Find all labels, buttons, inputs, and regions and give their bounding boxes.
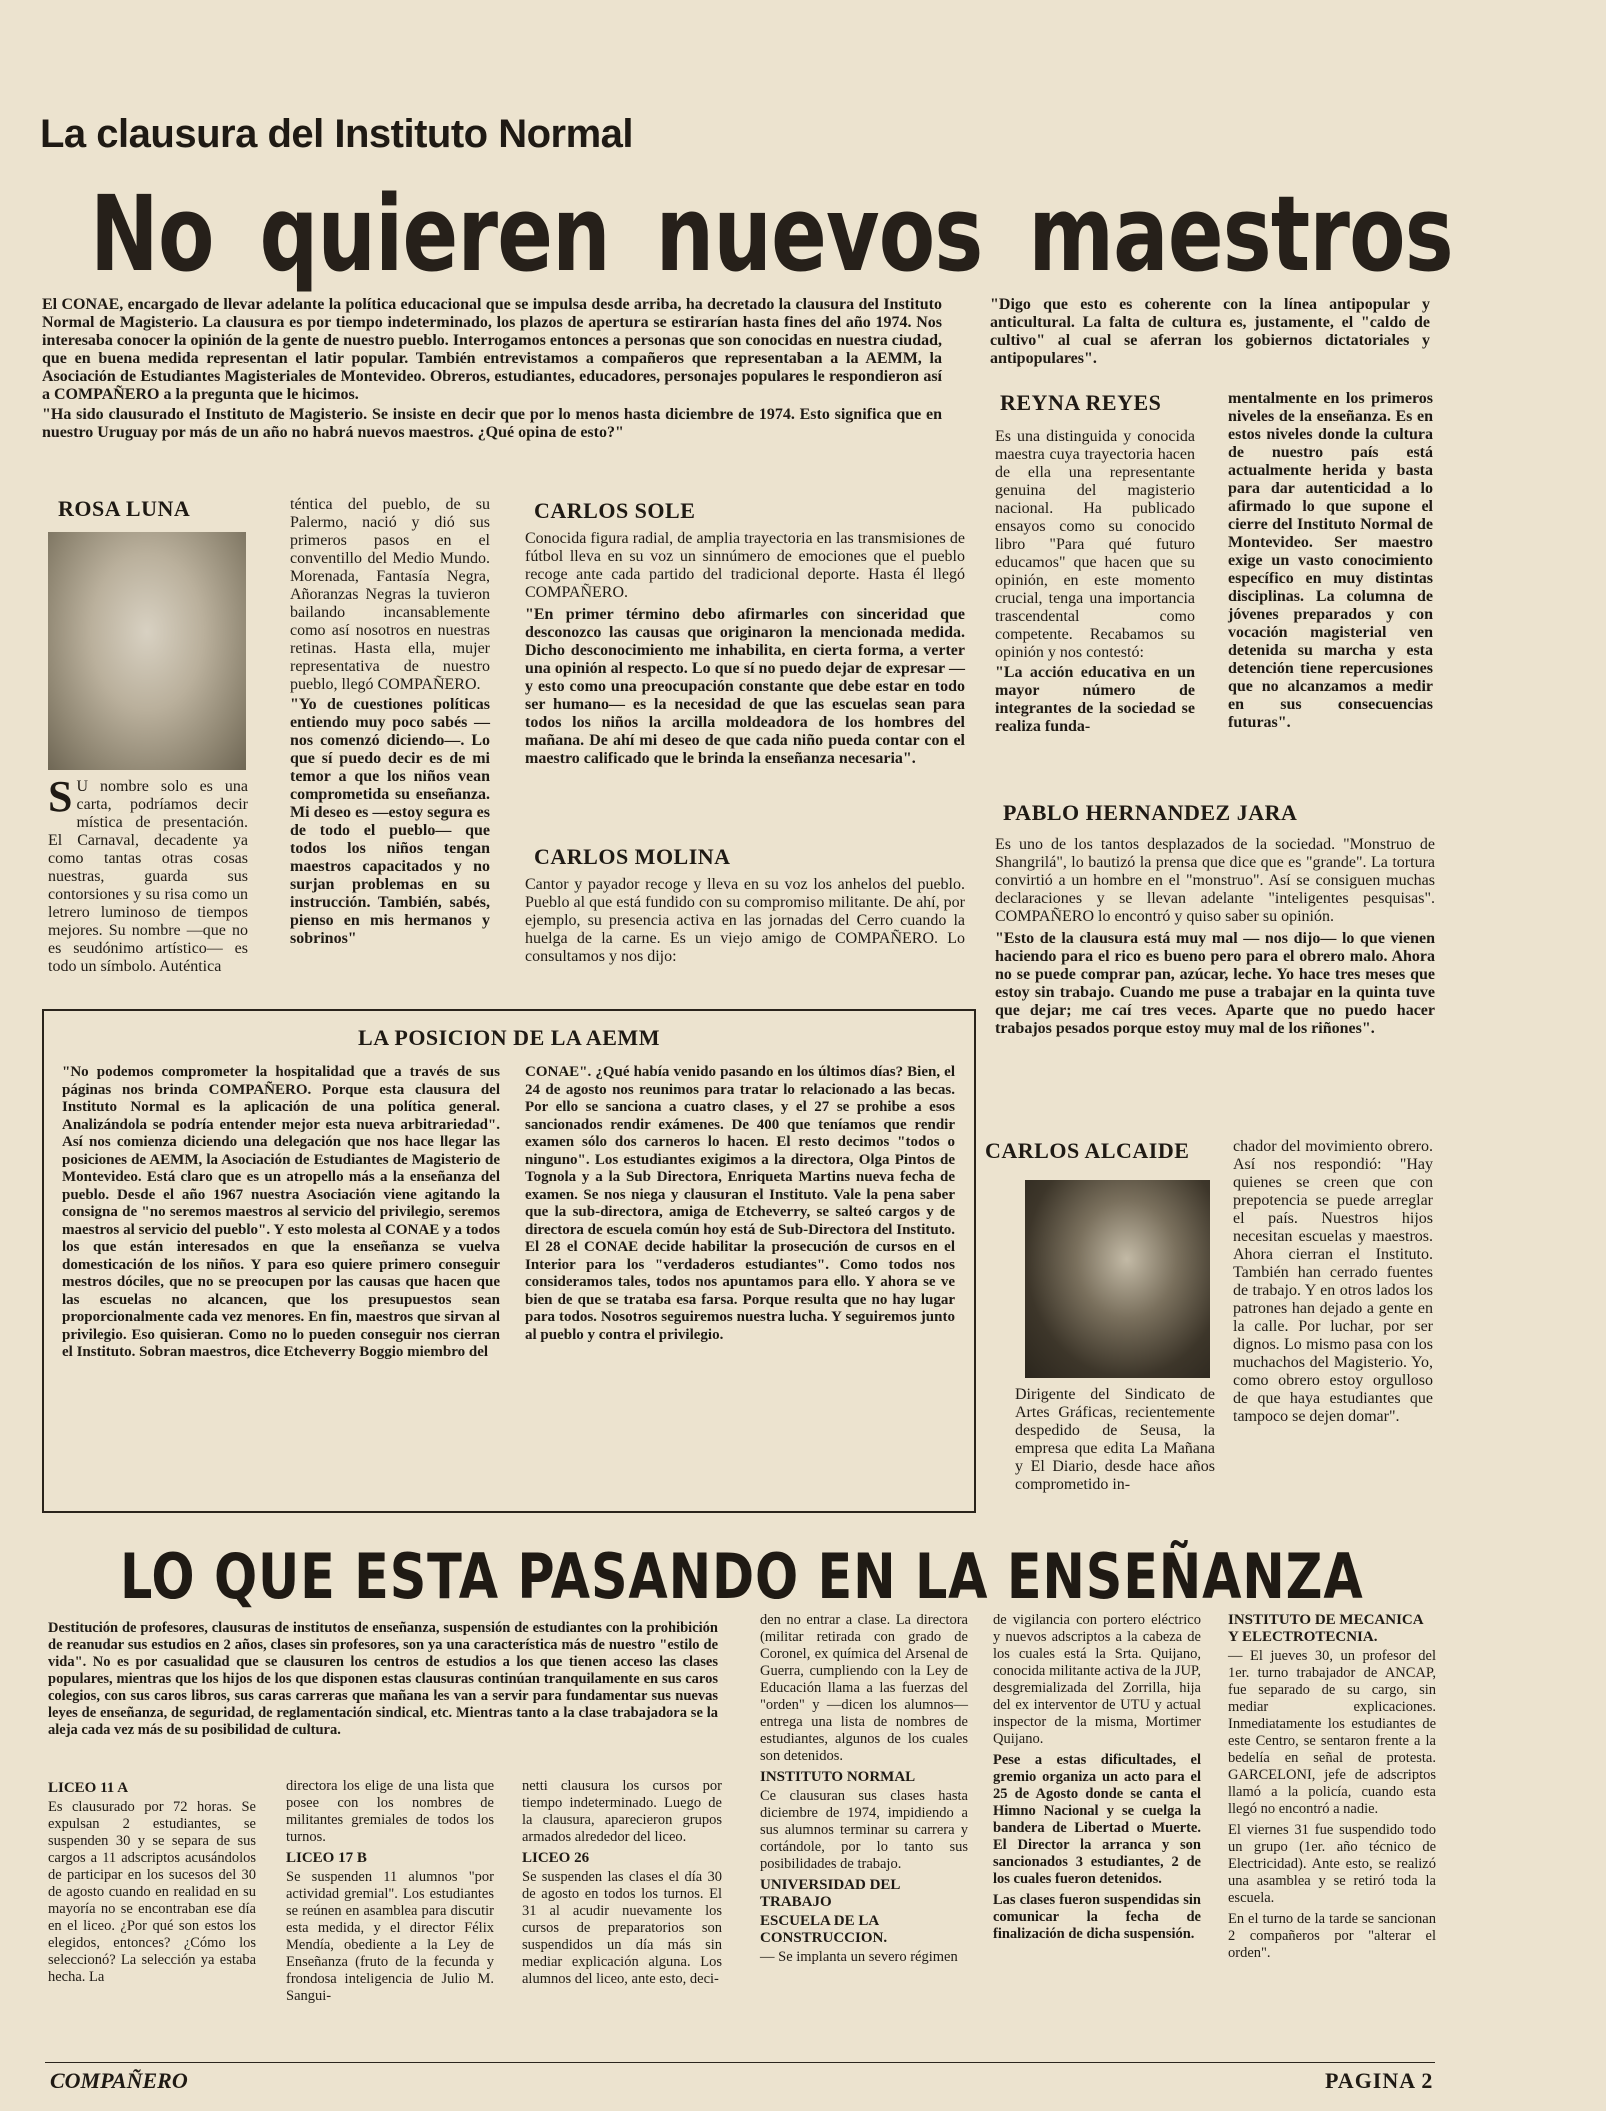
mecanica-head: INSTITUTO DE MECANICA Y ELECTROTECNIA. (1228, 1612, 1423, 1645)
aemm-col1 (62, 1064, 500, 1362)
rosa-luna-text-1: U nombre solo es una carta, podríamos decir mística de presentación. El Carnaval, decadente ya como tantas otras cosas nuestras, guarda sus contorsiones y su risa como un letrero luminoso de tiempos mejores. Su nombre —que no es seudónimo artístico— es todo un símbolo. Auténtica (48, 778, 248, 975)
reyna-reyes-quote-1: "La acción educativa en un mayor número de integrantes de la sociedad se realiza funda- (995, 664, 1195, 735)
carlos-alcaide-name: CARLOS ALCAIDE (985, 1138, 1190, 1163)
pablo-name: PABLO HERNANDEZ JARA (1003, 800, 1298, 825)
liceo-26-head: LICEO 26 (522, 1850, 590, 1866)
article-lead: El CONAE, encargado de llevar adelante la política educacional que se impulsa desde arriba, ha decretado la clausura del Instituto Normal de Magisterio. La clausura es por tiempo indeterminado, los plazos de apertura se estirarían hasta fines del año 1974. Nos interesaba conocer la opinión de la gente de nuestro pueblo. Interrogamos entonces a personas que son conocidas en nuestra ciudad, que en buena medida representan el latir popular. También entrevistamos a compañeros que representaban a la AEMM, la Asociación de Estudiantes Magisteriales de Montevideo. Obreros, estudiantes, educadores, personajes populares le respondieron así a COMPAÑERO a la pregunta que le hicimos. (42, 296, 942, 403)
ensenanza-col4 (760, 1612, 968, 1966)
ensenanza-col1 (48, 1776, 256, 1986)
footer-paper-name: COMPAÑERO (50, 2068, 188, 2093)
carlos-alcaide-text-block (1233, 1138, 1433, 1426)
article-headline (90, 173, 1453, 295)
carlos-molina-name: CARLOS MOLINA (534, 844, 731, 869)
construccion-suspension: Las clases fueron suspendidas sin comunicar la fecha de finalización de dicha suspensión. (993, 1892, 1201, 1942)
reyna-reyes-col2 (1228, 390, 1433, 732)
ensenanza-col5 (993, 1612, 1201, 1943)
rosa-luna-photo (48, 532, 246, 770)
carlos-alcaide-photo (1025, 1180, 1210, 1378)
footer-rule (45, 2062, 1435, 2063)
liceo-17b-cont: netti clausura los cursos por tiempo indeterminado. Luego de la clausura, aparecieron grupos armados alrededor del liceo. (522, 1778, 722, 1845)
rosa-luna-col2 (290, 496, 490, 948)
article-lead-block (42, 296, 942, 442)
pablo-quote: "Esto de la clausura está muy mal — nos dijo— lo que vienen haciendo para el rico es bueno pero para el obrero malo. Ahora no se puede comprar pan, azúcar, leche. Yo hace tres meses que estoy sin trabajo. Cuando me puse a trabajar en la quinta tuve que dejar; me caí tres veces. Aparte que no puedo hacer trabajos pesados porque estoy muy mal de los riñones". (995, 930, 1435, 1037)
instituto-normal-head: INSTITUTO NORMAL (760, 1769, 916, 1785)
construccion-acto: Pese a estas dificultades, el gremio organiza un acto para el 25 de Agosto donde se canta el Himno Nacional y se cuelga la bandera de Libertad o Muerte. El Director la arranca y son sancionados 3 estudiantes, 2 de los cuales fueron detenidos. (993, 1752, 1201, 1887)
aemm-text-2: CONAE". ¿Qué había venido pasando en los últimos días? Bien, el 24 de agosto nos reunimos para tratar lo relacionado a las becas. Por ello se sanciona a cuatro clases, y el 27 se prohibe a esos sancionados rendir exámenes. De 400 que teníamos que rendir examen sólo dos carneros lo hacen. El resto decimos "todos o ninguno". Los estudiantes exigimos a la directora, Olga Pintos de Tognola y a la Sub Directora, Enriqueta Martins nueva fecha de examen. Se nos niega y clausuran el Instituto. Vale la pena saber que la sub-directora, amiga de Etcheverry, se salteó cargos y de directora de escuela común hoy está de Sub-Directora del Instituto. El 28 el CONAE decide habilitar la prosecución de cursos en el Interior para los "verdaderos estudiantes". Como todos nos consideramos tales, todos nos apuntamos para ello. Y ahora se ve bien de que se trataba esa farsa. Porque resulta que no hay lugar para todos. Nosotros seguiremos nuestra lucha. Y seguiremos junto al pueblo y contra el privilegio. (525, 1064, 955, 1343)
liceo-17b-text: Se suspenden 11 alumnos "por actividad gremial". Los estudiantes se reúnen en asamblea para discutir esta medida, y el director Félix Mendía, obediente a la Ley de Enseñanza (fruto de la fecunda y frondosa inteligencia de Julio M. Sangui- (286, 1869, 494, 2004)
pablo-block (995, 836, 1435, 1038)
ensenanza-intro-block (48, 1620, 718, 1739)
ensenanza-intro: Destitución de profesores, clausuras de institutos de enseñanza, suspensión de estudiantes con la prohibición de reanudar sus estudios en 2 años, clases sin profesores, son ya una característica más de nuestro "estilo de vida". No es por casualidad que se clausuren los centros de estudios a los que tienen acceso las clases populares, mientras que los hijos de los que disponen estas clausuras continúan tranquilamente en sus caros colegios, con sus caros libros, sus caras carreras que mañana les van a servir para fundamentar sus nuevas leyes de enseñanza, de seguridad, de reglamentación sindical, etc. Mientras tanto a la clase trabajadora se la aleja cada vez más de su posibilidad de cultura. (48, 1620, 718, 1738)
carlos-alcaide-caption-block (1015, 1386, 1215, 1494)
top-right-quote-block (990, 296, 1430, 368)
utu-head: UNIVERSIDAD DEL TRABAJO (760, 1877, 900, 1910)
top-right-quote: "Digo que esto es coherente con la línea antipopular y anticultural. La falta de cultura es, justamente, el "caldo de cultivo" al cual se aferran los gobiernos dictatoriales y antipopulares". (990, 296, 1430, 367)
mecanica-text-1: — El jueves 30, un profesor del 1er. turno trabajador de ANCAP, fue separado de su cargo, sin mediar explicaciones. Inmediatamente los estudiantes de este Centro, se sentaron frente a la bedelía en señal de protesta. GARCELONI, jefe de adscriptos llamó a la policía, cuando esta llegó no encontró a nadie. (1228, 1648, 1436, 1817)
article-kicker: La clausura del Instituto Normal (40, 112, 634, 156)
carlos-sole-name: CARLOS SOLE (534, 498, 696, 523)
aemm-col2 (525, 1064, 955, 1344)
ensenanza-col3 (522, 1778, 722, 1988)
liceo-11a-cont: directora los elige de una lista que posee con los nombres de militantes gremiales de todos los turnos. (286, 1778, 494, 1845)
footer-page-number: PAGINA 2 (1325, 2068, 1434, 2093)
liceo-26-cont: den no entrar a clase. La directora (militar retirada con grado de Coronel, ex química del Arsenal de Guerra, cumpliendo con la Ley de Educación llama a las fuerzas del "orden" y —dicen los alumnos— entrega una lista de nombres de estudiantes, algunos de los cuales son detenidos. (760, 1612, 968, 1764)
reyna-reyes-col1 (995, 428, 1195, 736)
escuela-construccion-head: ESCUELA DE LA CONSTRUCCION. (760, 1913, 888, 1946)
ensenanza-col2 (286, 1778, 494, 2005)
aemm-title: LA POSICION DE LA AEMM (358, 1025, 660, 1050)
aemm-text-1: "No podemos comprometer la hospitalidad que a través de sus páginas nos brinda COMPAÑERO. Porque esta clausura del Instituto Normal es la aplicación de una política general. Analizándola se podría entender mejor esta nueva arbitrariedad". Así nos comienza diciendo una delegación que nos hace llegar las posiciones de AEMM, la Asociación de Estudiantes de Magisterio de Montevideo. Está claro que es un atropello más a la enseñanza del pueblo. Desde el año 1967 nuestra Asociación viene agitando la consigna de "no seremos maestros al servicio del privilegio, seremos maestros al servicio del pueblo". Y esto molesta al CONAE y a todos los que están interesados en que la enseñanza se vuelva domesticación de los niños. Y para eso quiere primero conseguir mestros dóciles, que no se preocupen por las causas que hacen que las escuelas no alcancen, que los presupuestos sean proporcionalmente cada vez menores. En fin, maestros que sirvan al privilegio. Eso quisieran. Como no lo pueden conseguir nos cierran el Instituto. Sobran maestros, dice Etcheverry Boggio miembro del (62, 1064, 500, 1360)
liceo-26-text: Se suspenden las clases el día 30 de agosto en todos los turnos. El 31 al acudir nuevamente los cursos de preparatorios son suspendidos un día más sin mediar explicación alguna. Los alumnos del liceo, ante esto, deci- (522, 1869, 722, 1987)
ensenanza-headline: LO QUE ESTA PASANDO EN LA ENSEÑANZA (120, 1540, 1364, 1613)
rosa-luna-col1 (48, 772, 248, 976)
reyna-reyes-name: REYNA REYES (1000, 390, 1162, 415)
construccion-cont: de vigilancia con portero eléctrico y nuevos adscriptos a la cabeza de los cuales está la Srta. Quijano, conocida militante activa de la JUP, desgremializada del Zorrilla, hija del ex interventor de UTU y actual inspector de la misma, Mortimer Quijano. (993, 1612, 1201, 1747)
reyna-reyes-intro: Es una distinguida y conocida maestra cuya trayectoria hacen de ella una representante genuina del magisterio nacional. Ha publicado ensayos como su conocido libro "Para qué futuro educamos" que hacen que su opinión, en este momento crucial, tenga una importancia trascendental como competente. Recabamos su opinión y nos contestó: (995, 428, 1195, 661)
headline-word: quieren (259, 173, 610, 295)
ensenanza-col6 (1228, 1612, 1436, 1962)
headline-word: maestros (1028, 173, 1453, 295)
carlos-sole-block (525, 530, 965, 768)
instituto-normal-text: Ce clausuran sus clases hasta diciembre de 1974, impidiendo a sus alumnos terminar su carrera y cortándole, por lo tanto sus posibilidades de trabajo. (760, 1788, 968, 1872)
liceo-11a-text: Es clausurado por 72 horas. Se expulsan 2 estudiantes, se suspenden 30 y se separa de sus cargos a 11 adscriptos acusándolos de participar en los sucesos del 30 de agosto cuando en realidad en su mayoría no se encontraban ese día en el liceo. ¿Por qué son estos los elegidos, entonces? ¿Cómo los seleccionó? La selección ya estaba hecha. La (48, 1799, 256, 1985)
carlos-alcaide-caption: Dirigente del Sindicato de Artes Gráficas, recientemente despedido de Seusa, la empresa que edita La Mañana y El Diario, desde hace años comprometido in- (1015, 1386, 1215, 1493)
headline-word: nuevos (655, 173, 983, 295)
carlos-molina-block (525, 876, 965, 966)
carlos-molina-intro: Cantor y payador recoge y lleva en su voz los anhelos del pueblo. Pueblo al que está fundido con su compromiso militante. De ahí, por ejemplo, su presencia activa en las jornadas del Cerro cuando la huelga de la carne. Es un viejo amigo de COMPAÑERO. Lo consultamos y nos dijo: (525, 876, 965, 965)
headline-word: No (90, 173, 214, 295)
liceo-17b-head: LICEO 17 B (286, 1850, 367, 1866)
dropcap: S (48, 772, 73, 821)
mecanica-text-3: En el turno de la tarde se sancionan 2 compañeros por "alterar el orden". (1228, 1911, 1436, 1961)
rosa-luna-quote: "Yo de cuestiones políticas entiendo muy poco sabés —nos comenzó diciendo—. Lo que sí puedo decir es de mi temor a que los niños vean comprometida su enseñanza. Mi deseo es —estoy segura es de todo el pueblo— que todos los niños tengan maestros capacitados y no surjan problemas en su instrucción. También, sabés, pienso en mis hermanos y sobrinos" (290, 696, 490, 947)
carlos-sole-quote: "En primer término debo afirmarles con sinceridad que desconozco las causas que originaron la mencionada medida. Dicho desconocimiento me inhabilita, en cierta forma, a verter una opinión al respecto. Lo que sí no puedo dejar de expresar —y esto como una preocupación constante que debe estar en todo ser humano— es la necesidad de que las escuelas sean para todos los niños la arcilla moldeadora de los hombres del mañana. De ahí mi deseo de que cada niño pueda contar con el maestro calificado que le brinda la enseñanza necesaria". (525, 606, 965, 767)
carlos-sole-intro: Conocida figura radial, de amplia trayectoria en las transmisiones de fútbol lleva en su voz un sinnúmero de emociones que el pueblo recoge ante cada partido del tradicional deporte. Hasta él llegó COMPAÑERO. (525, 530, 965, 601)
mecanica-text-2: El viernes 31 fue suspendido todo un grupo (1er. año técnico de Electricidad). Ante esto, se realizó una asamblea y se retiró toda la escuela. (1228, 1822, 1436, 1906)
rosa-luna-name: ROSA LUNA (58, 496, 191, 521)
rosa-luna-text-2: téntica del pueblo, de su Palermo, nació y dió sus primeros pasos en el conventillo del Medio Mundo. Morenada, Fantasía Negra, Añoranzas Negras la tuvieron bailando incansablemente como así nosotros en nuestras retinas. Hasta ella, mujer representativa de nuestro pueblo, llegó COMPAÑERO. (290, 496, 490, 693)
escuela-construccion-text: — Se implanta un severo régimen (760, 1949, 958, 1965)
reyna-reyes-quote-2: mentalmente en los primeros niveles de la enseñanza. Es en estos niveles donde la cultura de nuestro país está actualmente herida y basta para dar autenticidad a lo afirmado lo que supone el cierre del Instituto Normal de Montevideo. Ser maestro exige un vasto conocimiento específico en muy distintas disciplinas. La columna de jóvenes preparados y con vocación magisterial ven detenida su marcha y esta detención tiene repercusiones que no alcanzamos a medir en sus consecuencias futuras". (1228, 390, 1433, 731)
liceo-11a-head: LICEO 11 A (48, 1780, 129, 1796)
article-question: "Ha sido clausurado el Instituto de Magisterio. Se insiste en decir que por lo menos hasta diciembre de 1974. Esto significa que en nuestro Uruguay por más de un año no habrá nuevos maestros. ¿Qué opina de esto?" (42, 406, 942, 441)
carlos-alcaide-text: chador del movimiento obrero. Así nos respondió: "Hay quienes se creen que con prepotencia se puede arreglar el país. Nuestros hijos necesitan escuelas y maestros. Ahora cierran el Instituto. También han cerrado fuentes de trabajo. Y en otros lados los patrones han dejado a gente en la calle. Por luchar, por ser dignos. Lo mismo pasa con los muchachos del Magisterio. Yo, como obrero estoy orgulloso de que haya estudiantes que tampoco se dejen domar". (1233, 1138, 1433, 1425)
pablo-intro: Es uno de los tantos desplazados de la sociedad. "Monstruo de Shangrilá", lo bautizó la prensa que dice que es "grande". La tortura convirtió a un hombre en el "monstruo". Así se consiguen muchas declaraciones y se llevan adelante "inteligentes pesquisas". COMPAÑERO lo encontró y quiso saber su opinión. (995, 836, 1435, 925)
